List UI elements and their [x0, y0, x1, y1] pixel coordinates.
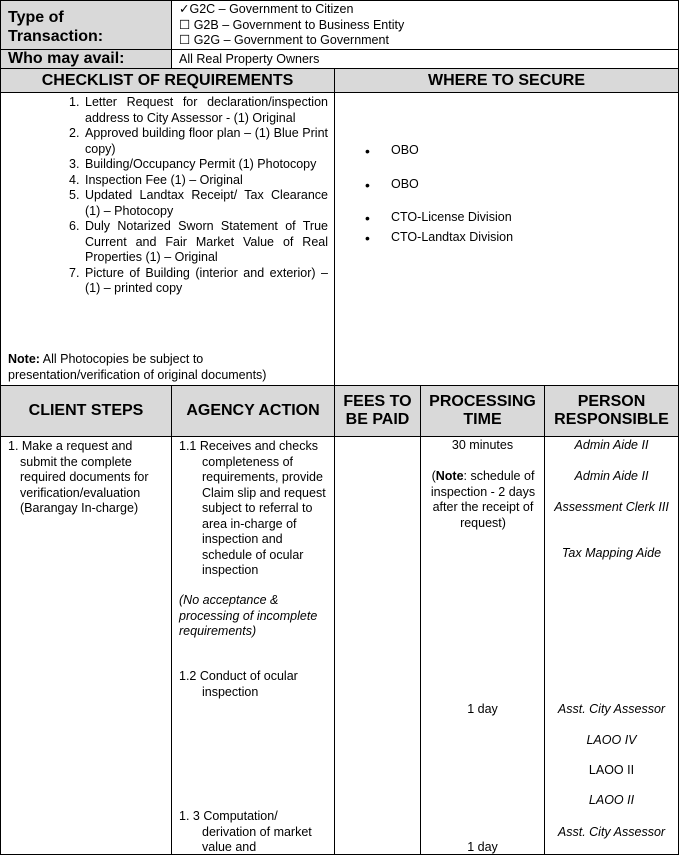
col-header-fees: FEES TO BE PAID — [334, 385, 421, 437]
person-responsible: Tax Mapping Aide — [561, 546, 662, 560]
processing-time-2: 1 day — [467, 702, 498, 716]
fees-cell — [334, 436, 421, 855]
transaction-options — [172, 1, 678, 49]
where-header: WHERE TO SECURE — [334, 68, 679, 93]
col-header-person-responsible: PERSON RESPONSIBLE — [544, 385, 679, 437]
person-responsible: Asst. City Assessor — [557, 702, 666, 716]
requirements-list — [1, 95, 334, 297]
col-header-agency-action: AGENCY ACTION — [171, 385, 335, 437]
transaction-options-cell — [171, 0, 679, 50]
agency-action-cell — [171, 436, 335, 855]
transaction-label: Type of Transaction: — [8, 9, 104, 45]
agency-action-3: 1. 3 Computation/ derivation of market value and — [179, 809, 312, 854]
list-item: • CTO-License Division — [391, 210, 512, 224]
list-item: 1. Letter Request for declaration/inspection address to City Assessor - (1) Original — [69, 95, 328, 125]
list-item: 7. Picture of Building (interior and exterior) – (1) – printed copy — [69, 265, 328, 295]
col-header-processing-time: PROCESSING TIME — [420, 385, 545, 437]
processing-time-cell — [420, 436, 545, 855]
col-header-client-steps: CLIENT STEPS — [0, 385, 172, 437]
list-item: 6. Duly Notarized Sworn Statement of True Current and Fair Market Value of Real Properties (1) – Original — [69, 219, 328, 264]
avail-label: Who may avail: — [8, 50, 125, 67]
person-responsible-cell — [544, 436, 679, 855]
processing-time-1-note: (Note: schedule of inspection - 2 days after the receipt of request) — [430, 469, 536, 530]
processing-time-1: 30 minutes — [451, 438, 514, 452]
transaction-label-cell — [0, 0, 172, 50]
avail-label-cell — [0, 49, 172, 69]
transaction-option-g2g: ☐ G2G – Government to Government — [179, 33, 389, 47]
agency-action-1-note: (No acceptance & processing of incomplete requirements) — [179, 593, 318, 638]
person-responsible: LAOO IV — [586, 733, 637, 747]
agency-action-2: 1.2 Conduct of ocular inspection — [179, 669, 298, 699]
list-item: • CTO-Landtax Division — [391, 230, 513, 244]
person-responsible: Admin Aide II — [574, 469, 649, 483]
checkbox-icon: ☐ — [179, 33, 191, 47]
transaction-option-g2b: ☐ G2B – Government to Business Entity — [179, 17, 405, 32]
avail-value: All Real Property Owners — [179, 52, 320, 66]
processing-time-3: 1 day — [467, 840, 498, 854]
avail-value-cell — [171, 49, 679, 69]
list-item: 4. Inspection Fee (1) – Original — [69, 172, 243, 187]
list-item: 3. Building/Occupancy Permit (1) Photocopy — [69, 157, 317, 171]
check-icon: ✓ — [179, 2, 190, 16]
checklist-note: Note: All Photocopies be subject to presentation/verification of original documents) — [8, 352, 267, 382]
list-item: 2. Approved building floor plan – (1) Blue Print copy) — [69, 126, 328, 156]
list-item: • OBO — [391, 143, 419, 157]
person-responsible: Assessment Clerk III — [554, 500, 669, 514]
where-body — [334, 92, 679, 386]
checkbox-icon: ☐ — [179, 17, 191, 32]
transaction-option-g2c: ✓G2C – Government to Citizen — [179, 2, 354, 16]
agency-action-1: 1.1 Receives and checks completeness of requirements, provide Claim slip and request subject to referral to area in-charge of inspection and schedule of ocular inspection — [179, 439, 326, 577]
client-step-cell — [0, 436, 172, 855]
person-responsible: Admin Aide II — [574, 438, 649, 452]
person-responsible: LAOO II — [588, 763, 635, 777]
checklist-body — [0, 92, 335, 386]
person-responsible: LAOO II — [588, 793, 635, 807]
list-item: 5. Updated Landtax Receipt/ Tax Clearance (1) – Photocopy — [69, 188, 328, 218]
person-responsible: Asst. City Assessor — [557, 825, 666, 839]
client-step-text: 1. Make a request and submit the complete required documents for verification/evaluation (Barangay In-charge) — [8, 439, 149, 515]
checklist-header: CHECKLIST OF REQUIREMENTS — [0, 68, 335, 93]
list-item: • OBO — [391, 177, 419, 191]
